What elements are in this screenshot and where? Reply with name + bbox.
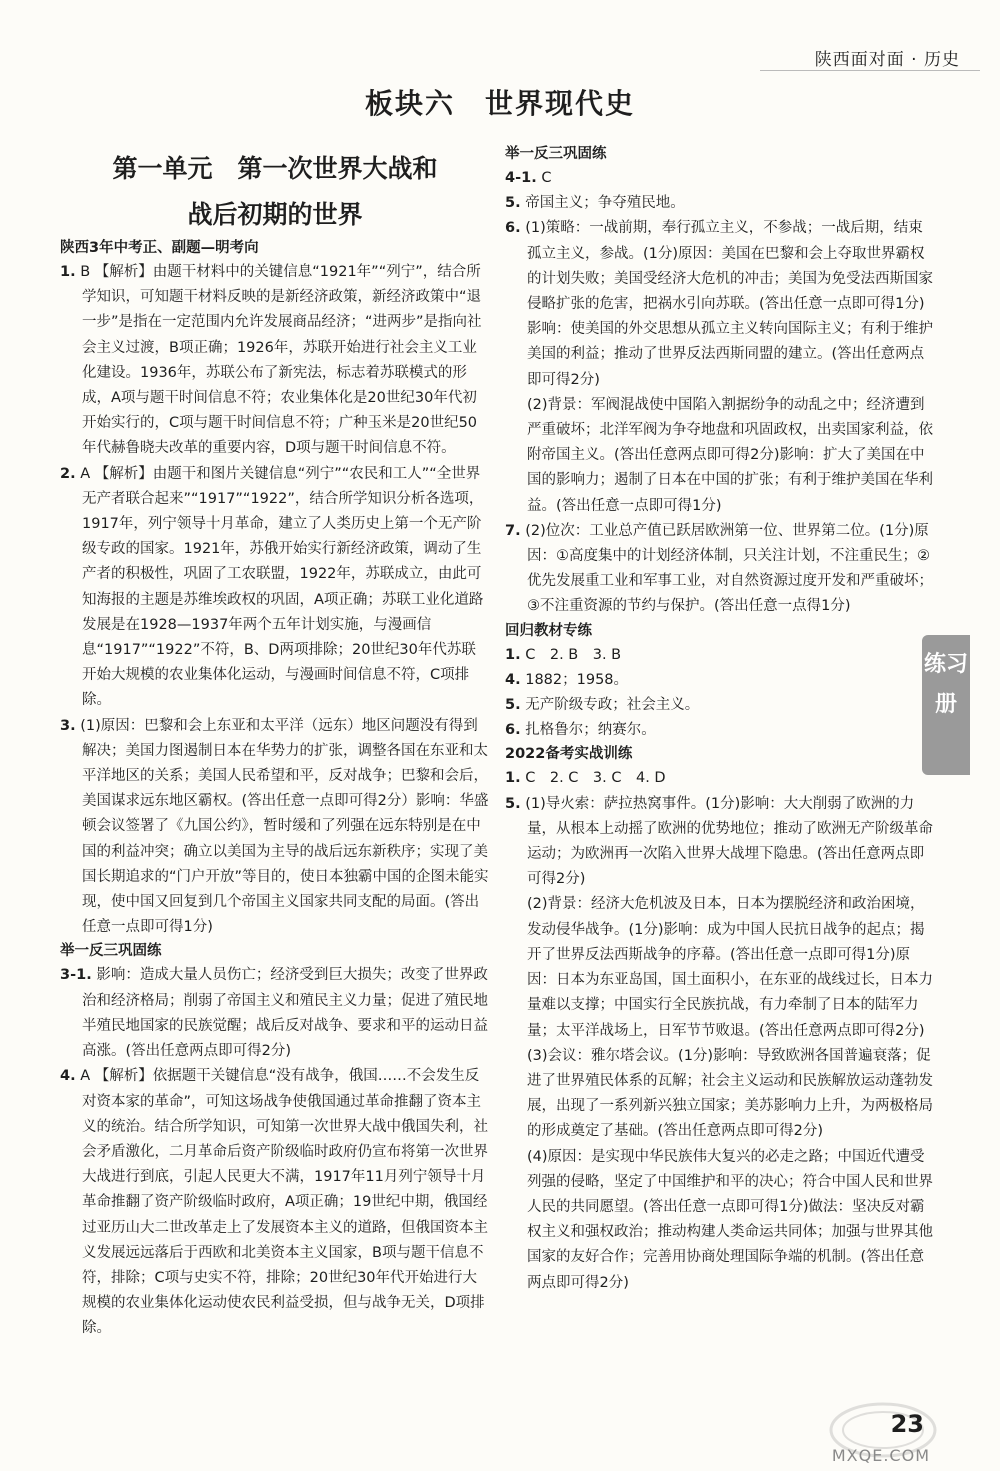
answer-item: 5. 帝国主义；争夺殖民地。 — [505, 195, 685, 212]
answer-item: 6. (1)策略：一战前期，奉行孤立主义，不参战；一战后期，结束孤立主义，参战。(1分)原因：美国在巴黎和会上夺取世界霸权的计划失败；美国受经济大危机的冲击；美国为免受法西斯国家侵略扩张的危害，把祸水引向苏联。(答出任意一点即可得1分)影响：使美国的外交思想从孤立主义转向国际主义；有利于维护美国的利益；推动了世界反法西斯同盟的建立。(答出任意两点即可得2分) — [505, 220, 933, 388]
heading-practice: 举一反三巩固练 — [505, 146, 607, 162]
answer-paragraph: (3)会议：雅尔塔会议。(1分)影响：导致欧洲各国普遍衰落；促进了世界殖民体系的瓦解；社会主义运动和民族解放运动蓬勃发展，出现了一系列新兴独立国家；美苏影响力上升，为两极格局的形成奠定了基础。(答出任意两点即可得2分) — [527, 1047, 933, 1140]
answer-item: 1. C 2. C 3. C 4. D — [505, 770, 666, 787]
answer-item: 6. 扎格鲁尔；纳赛尔。 — [505, 722, 656, 739]
answer-paragraph: (2)背景：经济大危机波及日本，日本为摆脱经济和政治困境，发动侵华战争。(1分)影响：成为中国人民抗日战争的起点；揭开了世界反法西斯战争的序幕。(答出任意一点即可得1分)原因：日本为东亚岛国，国土面积小，在东亚的战线过长，日本力量难以支撑；中国实行全民族抗战，有力牵制了日本的陆军力量；太平洋战场上，日军节节败退。(答出任意两点即可得2分) — [527, 896, 933, 1039]
answer-item: 1. B 【解析】由题干材料中的关键信息“1921年”“列宁”，结合所学知识，可知题干材料反映的是新经济政策，新经济政策中“退一步”是指在一定范围内允许发展商品经济；“进两步”是指向社会主义过渡，B项正确；1926年，苏联开始进行社会主义工业化建设。1936年，苏联公布了新宪法，标志着苏联模式的形成，A项与题干时间信息不符；农业集体化是20世纪30年代初开始实行的，C项与题干时间信息不符；广种玉米是20世纪50年代赫鲁晓夫改革的重要内容，D项与题干时间信息不符。 — [60, 264, 482, 457]
answer-item: 3. (1)原因：巴黎和会上东亚和太平洋（远东）地区问题没有得到解决；美国力图遏制日本在华势力的扩张，调整各国在东亚和太平洋地区的关系；美国人民希望和平，反对战争；巴黎和会后，美国谋求远东地区霸权。(答出任意一点即可得2分）影响：华盛顿会议签署了《九国公约》，暂时缓和了列强在远东特别是在中国的利益冲突；确立以美国为主导的战后远东新秩序；实现了美国长期追求的“门户开放”等目的，使日本独霸中国的企图未能实现，使中国又回复到几个帝国主义国家共同支配的局面。(答出任意一点即可得1分) — [60, 717, 489, 936]
heading-textbook: 回归教材专练 — [505, 622, 592, 639]
unit-title-line1: 第一单元 第一次世界大战和 — [112, 154, 438, 183]
answer-item: 4-1. C — [505, 170, 552, 186]
heading-2022-training: 2022备考实战训练 — [505, 746, 633, 763]
unit-title-line2: 战后初期的世界 — [187, 200, 363, 229]
answer-item: 3-1. 影响：造成大量人员伤亡；经济受到巨大损失；改变了世界政治和经济格局；削弱了帝国主义和殖民主义力量；促进了殖民地半殖民地国家的民族觉醒；战后反对战争、要求和平的运动日益高涨。(答出任意两点即可得2分) — [60, 967, 488, 1060]
right-column — [505, 143, 935, 1296]
answer-item: 1. C 2. B 3. B — [505, 646, 622, 663]
answer-item: 4. 1882；1958。 — [505, 671, 629, 688]
answer-item: 4. A 【解析】依据题干关键信息“没有战争，俄国……不会发生反对资本家的革命”，可知这场战争使俄国通过革命推翻了资本主义的统治。结合所学知识，可知第一次世界大战中俄国失利，社会矛盾激化，二月革命后资产阶级临时政府仍宣布将第一次世界大战进行到底，引起人民更大不满，1917年11月列宁领导十月革命推翻了资产阶级临时政府，A项正确；19世纪中期，俄国经过亚历山大二世改革走上了发展资本主义的道路，但俄国资本主义发展远远落后于西欧和北美资本主义国家，B项与题干信息不符，排除；C项与史实不符，排除；20世纪30年代开始进行大规模的农业集体化运动使农民利益受损，但与战争无关，D项排除。 — [60, 1068, 488, 1337]
watermark-text: MXQE.COM — [831, 1446, 930, 1465]
left-column — [60, 145, 490, 1342]
side-tab-label: 练习册 — [923, 652, 968, 717]
header-divider — [760, 70, 980, 71]
side-tab-workbook — [922, 635, 970, 775]
answer-paragraph: (2)背景：军阀混战使中国陷入割据纷争的动乱之中；经济遭到严重破坏；北洋军阀为争夺地盘和巩固政权，出卖国家利益，依附帝国主义。(答出任意两点即可得2分)影响：扩大了美国在中国的影响力；遏制了日本在中国的扩张；有利于维护美国在华利益。(答出任意一点即可得1分) — [527, 396, 933, 514]
heading-exam-trend: 陕西3年中考正、副题—明考向 — [60, 240, 259, 256]
header-subject: 陕西面对面 · 历史 — [814, 50, 960, 70]
answer-item: 2. A 【解析】由题干和图片关键信息“列宁”“农民和工人”“全世界无产者联合起来”“1917”“1922”，结合所学知识分析各选项，1917年，列宁领导十月革命，建立了人类历史上第一个无产阶级专政的国家。1921年，苏俄开始实行新经济政策，调动了生产者的积极性，巩固了工农联盟，1922年，苏联成立，由此可知海报的主题是苏维埃政权的巩固，A项正确；苏联工业化道路发展是在1928—1937年两个五年计划实施，与漫画信息“1917”“1922”不符，B、D两项排除；20世纪30年代苏联开始大规模的农业集体化运动，与漫画时间信息不符，C项排除。 — [60, 465, 484, 709]
answer-item: 5. (1)导火索：萨拉热窝事件。(1分)影响：大大削弱了欧洲的力量，从根本上动摇了欧洲的优势地位；推动了欧洲无产阶级革命运动；为欧洲再一次陷入世界大战埋下隐患。(答出任意两点即可得2分) — [505, 795, 933, 888]
page-number: 23 — [890, 1410, 924, 1438]
heading-practice: 举一反三巩固练 — [60, 943, 162, 960]
section-title: 板块六 世界现代史 — [364, 87, 635, 120]
answer-item: 5. 无产阶级专政；社会主义。 — [505, 697, 700, 714]
answer-paragraph: (4)原因：是实现中华民族伟大复兴的必走之路；中国近代遭受列强的侵略，坚定了中国维护和平的决心；符合中国人民和世界人民的共同愿望。(答出任意一点即可得1分)做法：坚决反对霸权主义和强权政治；推动构建人类命运共同体；加强与世界其他国家的友好合作；完善用协商处理国际争端的机制。(答出任意两点即可得2分) — [527, 1148, 933, 1291]
answer-item: 7. (2)位次：工业总产值已跃居欧洲第一位、世界第二位。(1分)原因：①高度集中的计划经济体制，只关注计划，不注重民生；②优先发展重工业和军事工业，对自然资源过度开发和严重破坏；③不注重资源的节约与保护。(答出任意一点得1分) — [505, 522, 933, 615]
